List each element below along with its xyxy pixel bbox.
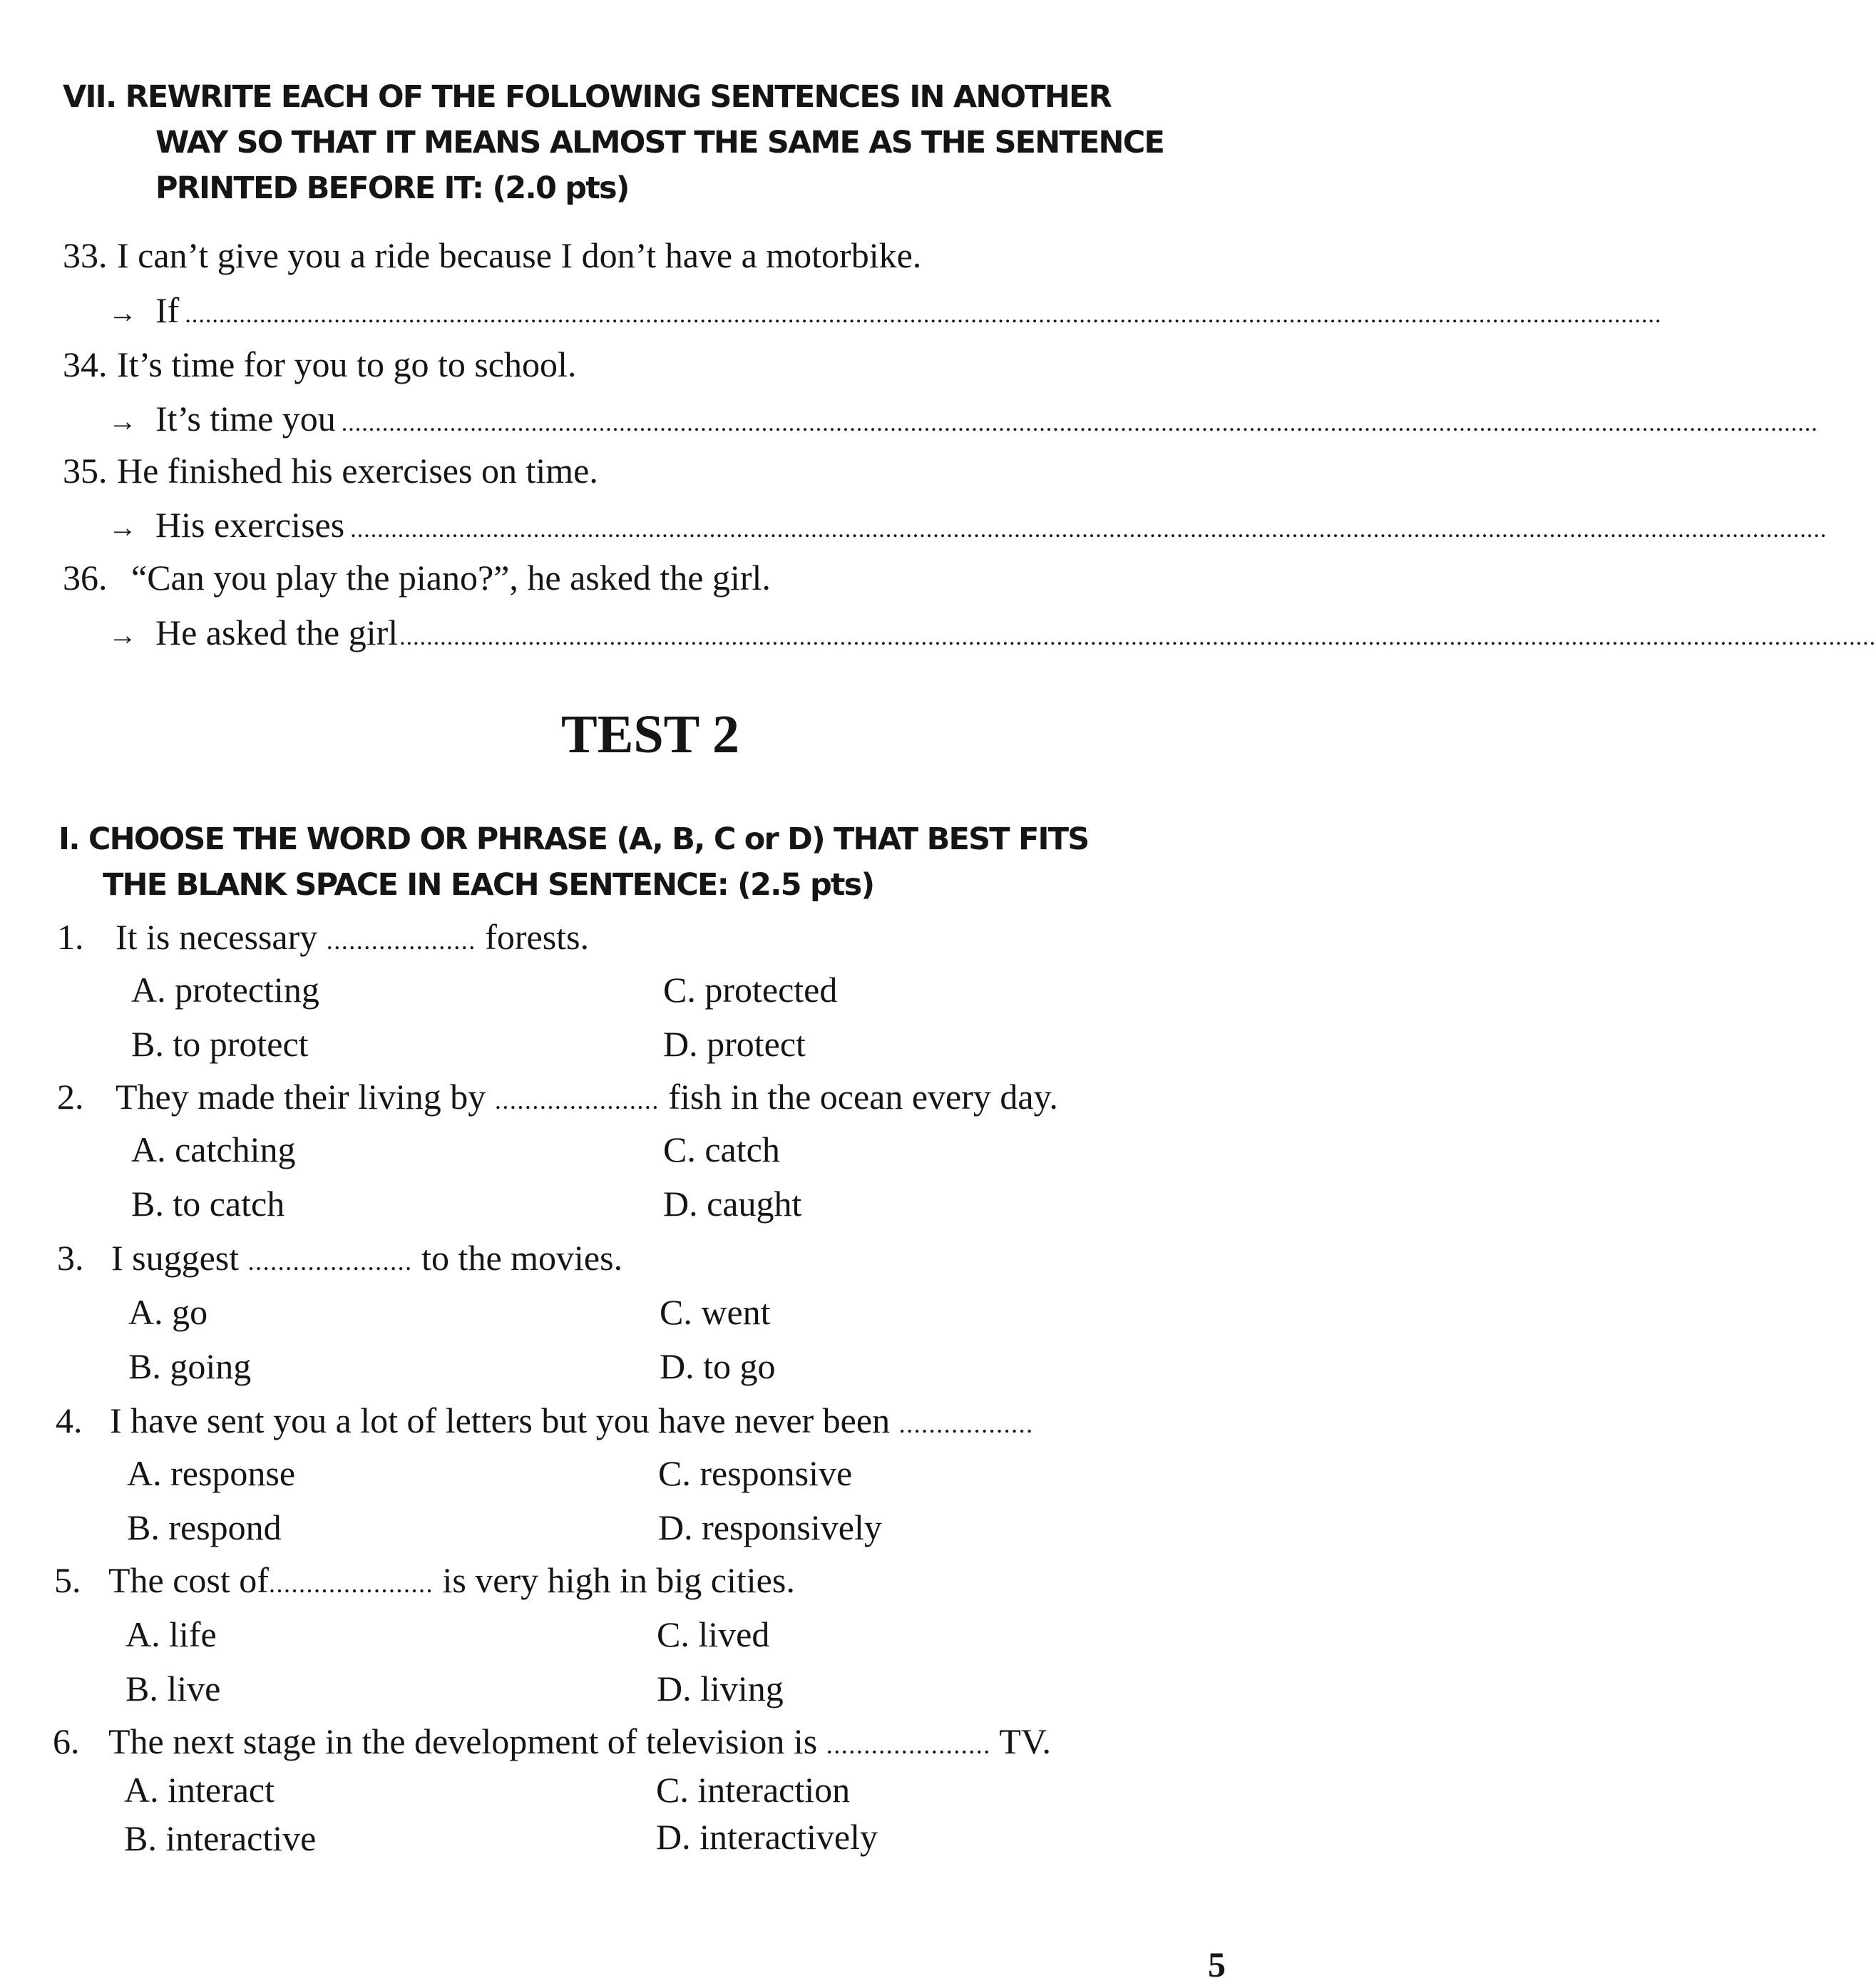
heading-line: I. CHOOSE THE WORD OR PHRASE (A, B, C or D) THAT BEST FITS — [58, 821, 1089, 857]
option-c[interactable]: C. catch — [663, 1129, 780, 1169]
answer-line[interactable] — [108, 397, 1818, 440]
question-blank: ...................... — [494, 1086, 660, 1115]
option-c[interactable]: C. responsive — [658, 1453, 853, 1493]
option-d[interactable]: D. to go — [660, 1346, 776, 1386]
answer-line[interactable] — [108, 611, 1876, 654]
question-blank: .................... — [326, 926, 476, 955]
question-text: I suggest — [111, 1238, 240, 1278]
option-a[interactable]: A. protecting — [131, 970, 319, 1010]
item-sentence: “Can you play the piano?”, he asked the girl. — [131, 558, 771, 598]
question-text: fish in the ocean every day. — [668, 1077, 1058, 1117]
question-blank: ...................... — [826, 1731, 991, 1759]
question-text: The cost of — [108, 1560, 269, 1600]
question-number: 3. — [57, 1238, 84, 1278]
option-d[interactable]: D. protect — [663, 1024, 806, 1064]
item-number: 35. — [63, 451, 108, 491]
option-d[interactable]: D. caught — [663, 1184, 802, 1224]
question-text: is very high in big cities. — [442, 1560, 795, 1600]
rewrite-item — [63, 343, 1204, 386]
test-title: TEST 2 — [561, 704, 739, 764]
heading-line: WAY SO THAT IT MEANS ALMOST THE SAME AS THE SENTENCE — [155, 125, 1164, 160]
option-a[interactable]: A. go — [128, 1292, 208, 1332]
option-b[interactable]: B. interactive — [124, 1818, 317, 1858]
question-item — [57, 1236, 1241, 1279]
item-sentence: He finished his exercises on time. — [117, 451, 598, 491]
option-a[interactable]: A. response — [127, 1453, 296, 1493]
question-number: 5. — [54, 1560, 81, 1600]
question-number: 2. — [57, 1077, 84, 1117]
option-c[interactable]: C. went — [660, 1292, 771, 1332]
option-c[interactable]: C. lived — [657, 1614, 770, 1654]
question-text: The next stage in the development of television is — [108, 1721, 818, 1761]
answer-dotted-line: .......................................................................................................................................................................................................................... — [185, 302, 1662, 328]
section-7-heading — [63, 74, 1164, 211]
question-item — [53, 1720, 1251, 1763]
answer-prompt: If — [155, 290, 180, 330]
rewrite-item — [63, 234, 1204, 277]
heading-line: PRINTED BEFORE IT: (2.0 pts) — [155, 170, 629, 206]
item-number: 36. — [63, 558, 108, 598]
question-text: I have sent you a lot of letters but you have never been — [110, 1400, 891, 1440]
question-item — [56, 1399, 1239, 1442]
option-a[interactable]: A. catching — [131, 1129, 296, 1169]
arrow-right-icon: → — [108, 297, 137, 329]
question-blank: .................. — [898, 1410, 1034, 1438]
rewrite-item — [63, 449, 1204, 492]
option-b[interactable]: B. to protect — [131, 1024, 309, 1064]
question-number: 4. — [56, 1400, 83, 1440]
option-b[interactable]: B. respond — [127, 1507, 282, 1547]
answer-prompt: His exercises — [155, 505, 345, 545]
answer-dotted-line: .......................................................................................................................................................................................................................... — [341, 410, 1818, 436]
answer-line[interactable] — [108, 503, 1828, 546]
item-sentence: It’s time for you to go to school. — [117, 344, 577, 384]
question-text: It is necessary — [116, 917, 318, 957]
section-1-heading — [58, 816, 1088, 908]
question-number: 6. — [53, 1721, 80, 1761]
item-number: 33. — [63, 235, 108, 275]
option-b[interactable]: B. going — [128, 1346, 252, 1386]
heading-line: VII. REWRITE EACH OF THE FOLLOWING SENTENCES IN ANOTHER — [63, 79, 1111, 115]
answer-prompt: He asked the girl — [155, 613, 399, 652]
option-c[interactable]: C. interaction — [656, 1770, 851, 1810]
question-blank: ...................... — [268, 1569, 434, 1598]
option-a[interactable]: A. life — [125, 1614, 217, 1654]
question-text: forests. — [485, 917, 590, 957]
question-item — [57, 916, 1241, 958]
question-text: to the movies. — [421, 1238, 623, 1278]
arrow-right-icon: → — [108, 511, 137, 543]
option-d[interactable]: D. living — [657, 1669, 784, 1708]
page-number: 5 — [1208, 1945, 1226, 1984]
question-item — [57, 1075, 1248, 1118]
option-d[interactable]: D. interactively — [656, 1817, 878, 1857]
item-sentence: I can’t give you a ride because I don’t have a motorbike. — [117, 235, 922, 275]
option-b[interactable]: B. live — [125, 1669, 221, 1708]
answer-dotted-line: .......................................................................................................................................................................................................................... — [399, 624, 1876, 650]
arrow-right-icon: → — [108, 619, 137, 651]
arrow-right-icon: → — [108, 405, 137, 437]
question-number: 1. — [57, 917, 84, 957]
option-c[interactable]: C. protected — [663, 970, 838, 1010]
option-b[interactable]: B. to catch — [131, 1184, 285, 1224]
option-a[interactable]: A. interact — [124, 1770, 275, 1810]
item-number: 34. — [63, 344, 108, 384]
question-blank: ...................... — [247, 1247, 413, 1276]
answer-prompt: It’s time you — [155, 399, 336, 439]
option-d[interactable]: D. responsively — [658, 1507, 882, 1547]
question-text: They made their living by — [116, 1077, 486, 1117]
answer-dotted-line: .......................................................................................................................................................................................................................... — [350, 516, 1828, 543]
answer-line[interactable] — [108, 289, 1662, 332]
question-text: TV. — [999, 1721, 1052, 1761]
question-item — [54, 1559, 1238, 1602]
heading-line: THE BLANK SPACE IN EACH SENTENCE: (2.5 pts) — [103, 867, 874, 903]
rewrite-item — [63, 556, 1204, 599]
